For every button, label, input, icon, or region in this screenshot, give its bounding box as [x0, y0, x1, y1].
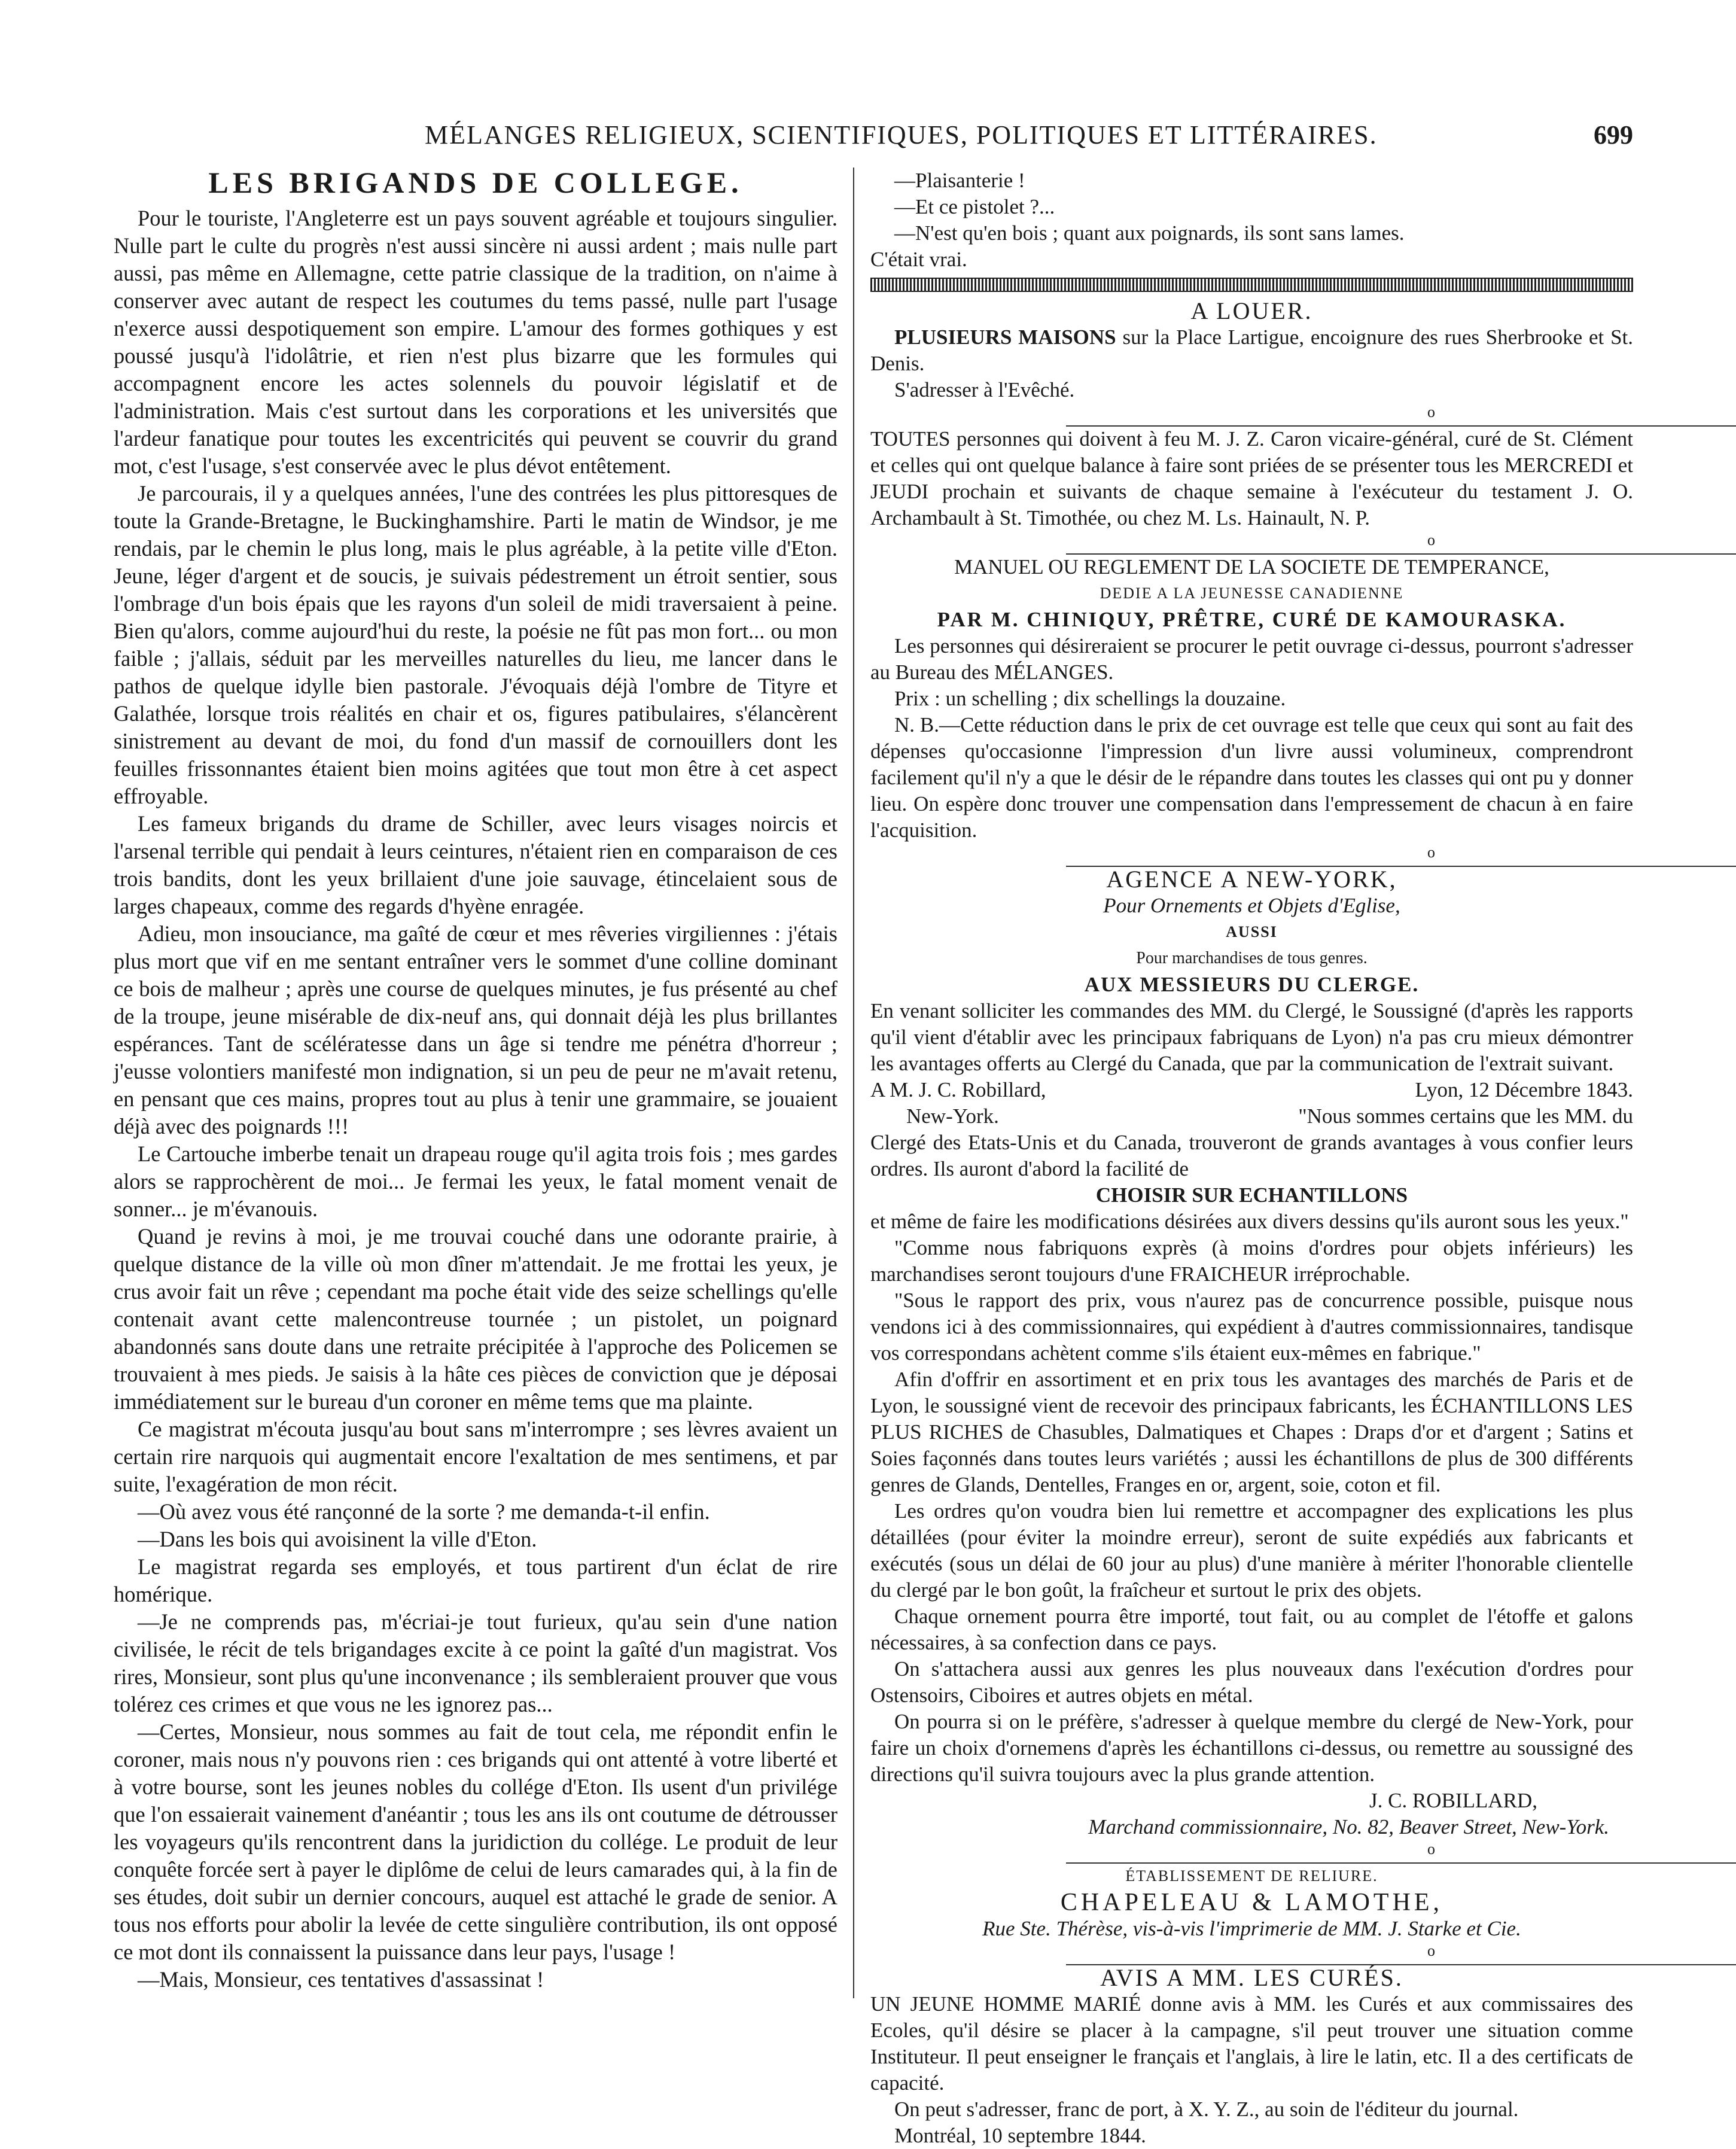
ad-text: On pourra si on le préfère, s'adresser à quelque membre du clergé de New-York, pour faire un choix d'ornemens d'après les échantillons ci-dessus, ou remettre au soussigné des directions qu'il suivra toujours avec la plus grande attention. — [870, 1710, 1633, 1786]
avis-date: Montréal, 10 septembre 1844. — [894, 2124, 1146, 2147]
left-column — [114, 168, 837, 1993]
agence-subtitle: Pour Ornements et Objets d'Eglise, — [1103, 894, 1400, 917]
dialogue-line: —Plaisanterie ! — [894, 169, 1025, 192]
separator-rule — [870, 532, 1633, 550]
separator-rule — [870, 845, 1633, 863]
reliure-label: ÉTABLISSEMENT DE RELIURE. — [1125, 1867, 1378, 1885]
article-paragraph: Le Cartouche imberbe tenait un drapeau rouge qu'il agita trois fois ; mes gardes alors se rapprochèrent de moi... Je fermai les yeux, le fatal moment venait de sonner... je m'évanouis. — [114, 1142, 837, 1221]
separator-rule — [870, 1943, 1633, 1961]
reliure-address: Rue Ste. Thérèse, vis-à-vis l'imprimerie de MM. J. Starke et Cie. — [982, 1917, 1521, 1940]
agence-choisir: CHOISIR SUR ECHANTILLONS — [1095, 1183, 1408, 1207]
ad-a-louer — [870, 298, 1633, 403]
separator-mark: o — [1425, 531, 1437, 549]
hatched-rule — [870, 278, 1633, 292]
ad-caps: PLUSIEURS MAISONS — [894, 325, 1116, 349]
address-date: Lyon, 12 Décembre 1843. — [1415, 1078, 1633, 1101]
ad-text: On peut s'adresser, franc de port, à X. Y. Z., au soin de l'éditeur du journal. — [894, 2098, 1519, 2121]
article-paragraph: —Dans les bois qui avoisinent la ville d'Eton. — [138, 1527, 537, 1551]
agence-clergy-heading: AUX MESSIEURS DU CLERGE. — [1084, 973, 1420, 996]
dialogue-line: —N'est qu'en bois ; quant aux poignards, ils sont sans lames. — [894, 221, 1405, 245]
article-paragraph: —Où avez vous été rançonné de la sorte ? me demanda-t-il enfin. — [138, 1499, 710, 1524]
agence-signature: J. C. ROBILLARD, — [1369, 1789, 1537, 1812]
ad-text: Les ordres qu'on voudra bien lui remettre et accompagner des explications les plus détaillées (pour éviter la moindre erreur), seront de suite expédiés aux fabricants et exécutés (sous un délai de 60 jour au plus) d'une manière à mériter l'honorable clientelle du clergé par le bon goût, la fraîcheur et surtout le prix des objets. — [870, 1499, 1633, 1602]
ad-heading: AGENCE A NEW-YORK, — [1106, 866, 1397, 893]
page-number: 699 — [1594, 120, 1633, 150]
ad-text: Les personnes qui désireraient se procurer le petit ouvrage ci-dessus, pourront s'adresser au Bureau des MÉLANGES. — [870, 634, 1633, 684]
manuel-dedication: DEDIE A LA JEUNESSE CANADIENNE — [1100, 585, 1404, 602]
right-column — [870, 168, 1633, 2149]
running-title: MÉLANGES RELIGIEUX, SCIENTIFIQUES, POLITIQUES ET LITTÉRAIRES. — [425, 120, 1378, 150]
separator-mark: o — [1425, 1840, 1437, 1858]
article-paragraph: Pour le touriste, l'Angleterre est un pays souvent agréable et toujours singulier. Nulle part le culte du progrès n'est aussi sincère ni aussi ardent ; mais nulle part aussi, pas même en Allemagne, cette patrie classique de la tradition, on n'aime à conserver avec autant de respect les coutumes du tems passé, nulle part l'usage n'exerce aussi despotiquement son empire. L'amour des formes gothiques y est poussé jusqu'à l'idolâtrie, et rien n'est plus bizarre que les formules qui accompagnent encore les actes solennels du pouvoir législatif et de l'administration. Mais c'est surtout dans les corporations et les universités que l'ardeur fanatique pour toutes les excentricités qui peuvent se couvrir du grand mot, c'est l'usage, s'est conservée avec le plus dévot entêtement. — [114, 206, 837, 478]
ad-text: Clergé des Etats-Unis et du Canada, trouveront de grands avantages à vous confier leurs ordres. Ils auront d'abord la facilité de — [870, 1131, 1633, 1180]
address-quote-start: "Nous sommes certains que les MM. du — [1298, 1104, 1633, 1128]
address-city: New-York. — [906, 1104, 999, 1128]
ad-avis — [870, 1965, 1633, 2149]
agence-signature-title: Marchand commissionnaire, No. 82, Beaver Street, New-York. — [1088, 1815, 1609, 1838]
ad-caron: TOUTES personnes qui doivent à feu M. J. Z. Caron vicaire-général, curé de St. Clément et celles qui ont quelque balance à faire sont priées de se présenter tous les MERCREDI et JEUDI prochain et suivants de chaque semaine à l'exécuteur du testament J. O. Archambault à St. Timothée, ou chez M. Ls. Hainault, N. P. — [870, 427, 1633, 529]
agence-aussi: AUSSI — [1226, 923, 1278, 940]
manuel-author: PAR M. CHINIQUY, PRÊTRE, CURÉ DE KAMOURASKA. — [937, 608, 1567, 631]
ad-text: "Sous le rapport des prix, vous n'aurez pas de concurrence possible, puisque nous vendons ici à des commissionnaires, qui expédient à d'autres commissionnaires, tandisque vos correspondans achètent comme s'ils étaient eux-mêmes en fabrique." — [870, 1289, 1633, 1365]
ad-text: sur la Place Lartigue, encoignure des rues Sherbrooke et St. Denis. — [870, 325, 1634, 375]
article-paragraph: —Je ne comprends pas, m'écriai-je tout furieux, qu'au sein d'une nation civilisée, le récit de tels brigandages excite à ce point la gaîté d'un magistrat. Vos rires, Monsieur, sont plus qu'une inconvenance ; ils sembleraient prouver que vous tolérez ces crimes et que vous ne les ignorez pas... — [114, 1609, 837, 1716]
address-row — [870, 1103, 1633, 1130]
ad-text: S'adresser à l'Evêché. — [894, 378, 1075, 401]
ad-text: On s'attachera aussi aux genres les plus nouveaux dans l'exécution d'ordres pour Ostensoirs, Ciboires et autres objets en métal. — [870, 1657, 1633, 1707]
ad-text: Prix : un schelling ; dix schellings la douzaine. — [894, 687, 1286, 710]
newspaper-page — [114, 96, 1634, 2147]
ad-text: N. B.—Cette réduction dans le prix de cet ouvrage est telle que ceux qui sont au fait des dépenses qu'occasionne l'impression d'un livre aussi volumineux, comprendront facilement qu'il n'y a que le désir de le répandre dans toutes les classes qui ont pu y donner lieu. On espère donc trouver une compensation dans l'empressement de chacun à en faire l'acquisition. — [870, 713, 1633, 842]
ad-text: Afin d'offrir en assortiment et en prix tous les avantages des marchés de Paris et de Lyon, le soussigné vient de recevoir des principaux fabricants, les ÉCHANTILLONS LES PLUS RICHES de Chasubles, Dalmatiques et Chapes : Draps d'or et d'argent ; Satins et Soies façonnés dans toutes leurs variétés ; aussi les échantillons de plus de 300 différents genres de Glands, Dentelles, Franges en or, argent, soie, coton et fil. — [870, 1368, 1633, 1496]
article-paragraph: Les fameux brigands du drame de Schiller, avec leurs visages noircis et l'arsenal terrible qui pendait à leurs ceintures, n'étaient rien en comparaison de ces trois bandits, dont les yeux brillaient d'une joie sauvage, étincelaient sous de larges chapeaux, comme des regards d'hyène enragée. — [114, 811, 837, 918]
column-divider — [853, 168, 854, 1998]
ad-reliure — [870, 1863, 1633, 1942]
separator-rule — [870, 1841, 1633, 1859]
article-paragraph: Le magistrat regarda ses employés, et tous partirent d'un éclat de rire homérique. — [114, 1554, 837, 1606]
ad-text: En venant solliciter les commandes des MM. du Clergé, le Soussigné (d'après les rapports qu'il vient d'établir avec les principaux fabriquans de Lyon) n'a pas cru mieux démontrer les avantages offerts au Clergé du Canada, que par la communication de l'extrait suivant. — [870, 999, 1633, 1075]
separator-mark: o — [1425, 403, 1437, 421]
address-recipient: A M. J. C. Robillard, — [870, 1078, 1046, 1101]
ad-text: Chaque ornement pourra être importé, tout fait, ou au complet de l'étoffe et galons nécessaires, à sa confection dans ce pays. — [870, 1605, 1633, 1654]
article-paragraph: Adieu, mon insouciance, ma gaîté de cœur et mes rêveries virgiliennes : j'étais plus mort que vif en me sentant entraîner vers le sommet d'une colline dominant ce bois de malheur ; après une course de quelques minutes, je fus présenté au chef de la troupe, jeune misérable de dix-neuf ans, qui donnait déjà les plus brillantes espérances. Tant de scélératesse dans un âge si tendre me pénétra d'horreur ; j'eusse volontiers manifesté mon indignation, si un peu de peur ne m'avait retenu, en pensant que ces mains, propres tout au plus à tenir une grammaire, se jouaient déjà avec des poignards !!! — [114, 921, 837, 1139]
article-title: LES BRIGANDS DE COLLEGE. — [208, 166, 743, 199]
separator-rule — [870, 404, 1633, 422]
ad-text: UN JEUNE HOMME MARIÉ donne avis à MM. les Curés et aux commissaires des Ecoles, qu'il désire se placer à la campagne, s'il peut trouver une situation comme Instituteur. Il peut enseigner le français et l'anglais, à lire le latin, etc. Il a des certificats de capacité. — [870, 1992, 1633, 2095]
ad-text: "Comme nous fabriquons exprès (à moins d'ordres pour objets inférieurs) les marchandises seront toujours d'une FRAICHEUR irréprochable. — [870, 1236, 1633, 1286]
dialogue-line: C'était vrai. — [870, 248, 967, 271]
agence-marchandises: Pour marchandises de tous genres. — [1136, 949, 1368, 967]
article-paragraph: —Mais, Monsieur, ces tentatives d'assassinat ! — [138, 1967, 544, 1992]
article-paragraph: Je parcourais, il y a quelques années, l'une des contrées les plus pittoresques de toute la Grande-Bretagne, le Buckinghamshire. Parti le matin de Windsor, je me rendais, par le chemin le plus long, mais le plus agréable, à la petite ville d'Eton. Jeune, léger d'argent et de soucis, je suivais pédestrement un étroit sentier, sous l'ombrage d'un bois épais que les rayons d'un soleil de midi traversaient à peine. Bien qu'alors, comme aujourd'hui du reste, la poésie ne fût pas mon fort... ou mon faible ; j'allais, séduit par les merveilles naturelles du lieu, me lancer dans le pathos de quelque idylle bien pastorale. J'évoquais déjà l'ombre de Tityre et Galathée, lorsque trois réalités en chair et os, figures patibulaires, s'élancèrent sinistrement au devant de moi, du fond d'un massif de cornouillers dont les feuilles frissonnantes étaient bien moins agitées que tout mon être à cet aspect effroyable. — [114, 481, 837, 808]
article-paragraph: —Certes, Monsieur, nous sommes au fait de tout cela, me répondit enfin le coroner, mais nous n'y pouvons rien : ces brigands qui ont attenté à votre liberté et à votre bourse, sont les jeunes nobles du collége d'Eton. Ils usent d'un privilége que l'on essaierait vainement d'anéantir ; tous les ans ils ont coutume de détrousser les voyageurs qu'ils rencontrent dans la juridiction du collége. Le produit de leur conquête forcée sert à payer le diplôme de celui de leurs camarades qui, à la fin de ses études, doit subir un dernier concours, auquel est attaché le grade de senior. A tous nos efforts pour abolir la levée de cette singulière contribution, ils ont opposé ce mot dont ils connaissent la puissance dans leur pays, l'usage ! — [114, 1719, 837, 1964]
separator-mark: o — [1425, 844, 1437, 861]
ad-heading: AVIS A MM. LES CURÉS. — [1100, 1964, 1403, 1991]
article-paragraph: Ce magistrat m'écouta jusqu'au bout sans m'interrompre ; ses lèvres avaient un certain rire narquois qui augmentait encore l'exaltation de mes sentimens, et par suite, l'exagération de mon récit. — [114, 1417, 837, 1496]
separator-mark: o — [1425, 1942, 1437, 1959]
ad-agence — [870, 866, 1633, 1840]
ad-heading: A LOUER. — [1190, 297, 1313, 324]
reliure-names: CHAPELEAU & LAMOTHE, — [1060, 1889, 1443, 1916]
article-paragraph: Quand je revins à moi, je me trouvai couché dans une odorante prairie, à quelque distance de la ville où mon dîner m'attendait. Je me frottai les yeux, je crus avoir fait un rêve ; cependant ma poche était vide des seize schellings qu'elle contenait avant cette malencontreuse tournée ; un pistolet, un poignard abandonnés sans doute dans une retraite précipitée à l'approche des Policemen se trouvaient à mes pieds. Je saisis à la hâte ces pièces de conviction que je déposai immédiatement sur le bureau d'un coroner en même tems que ma plainte. — [114, 1224, 837, 1414]
ad-text: et même de faire les modifications désirées aux divers dessins qu'ils auront sous les yeux." — [870, 1210, 1629, 1233]
dialogue-line: —Et ce pistolet ?... — [894, 195, 1055, 218]
ad-manuel — [870, 554, 1633, 844]
address-row — [870, 1077, 1633, 1103]
running-header — [114, 120, 1633, 168]
manuel-title: MANUEL OU REGLEMENT DE LA SOCIETE DE TEMPERANCE, — [954, 555, 1549, 579]
